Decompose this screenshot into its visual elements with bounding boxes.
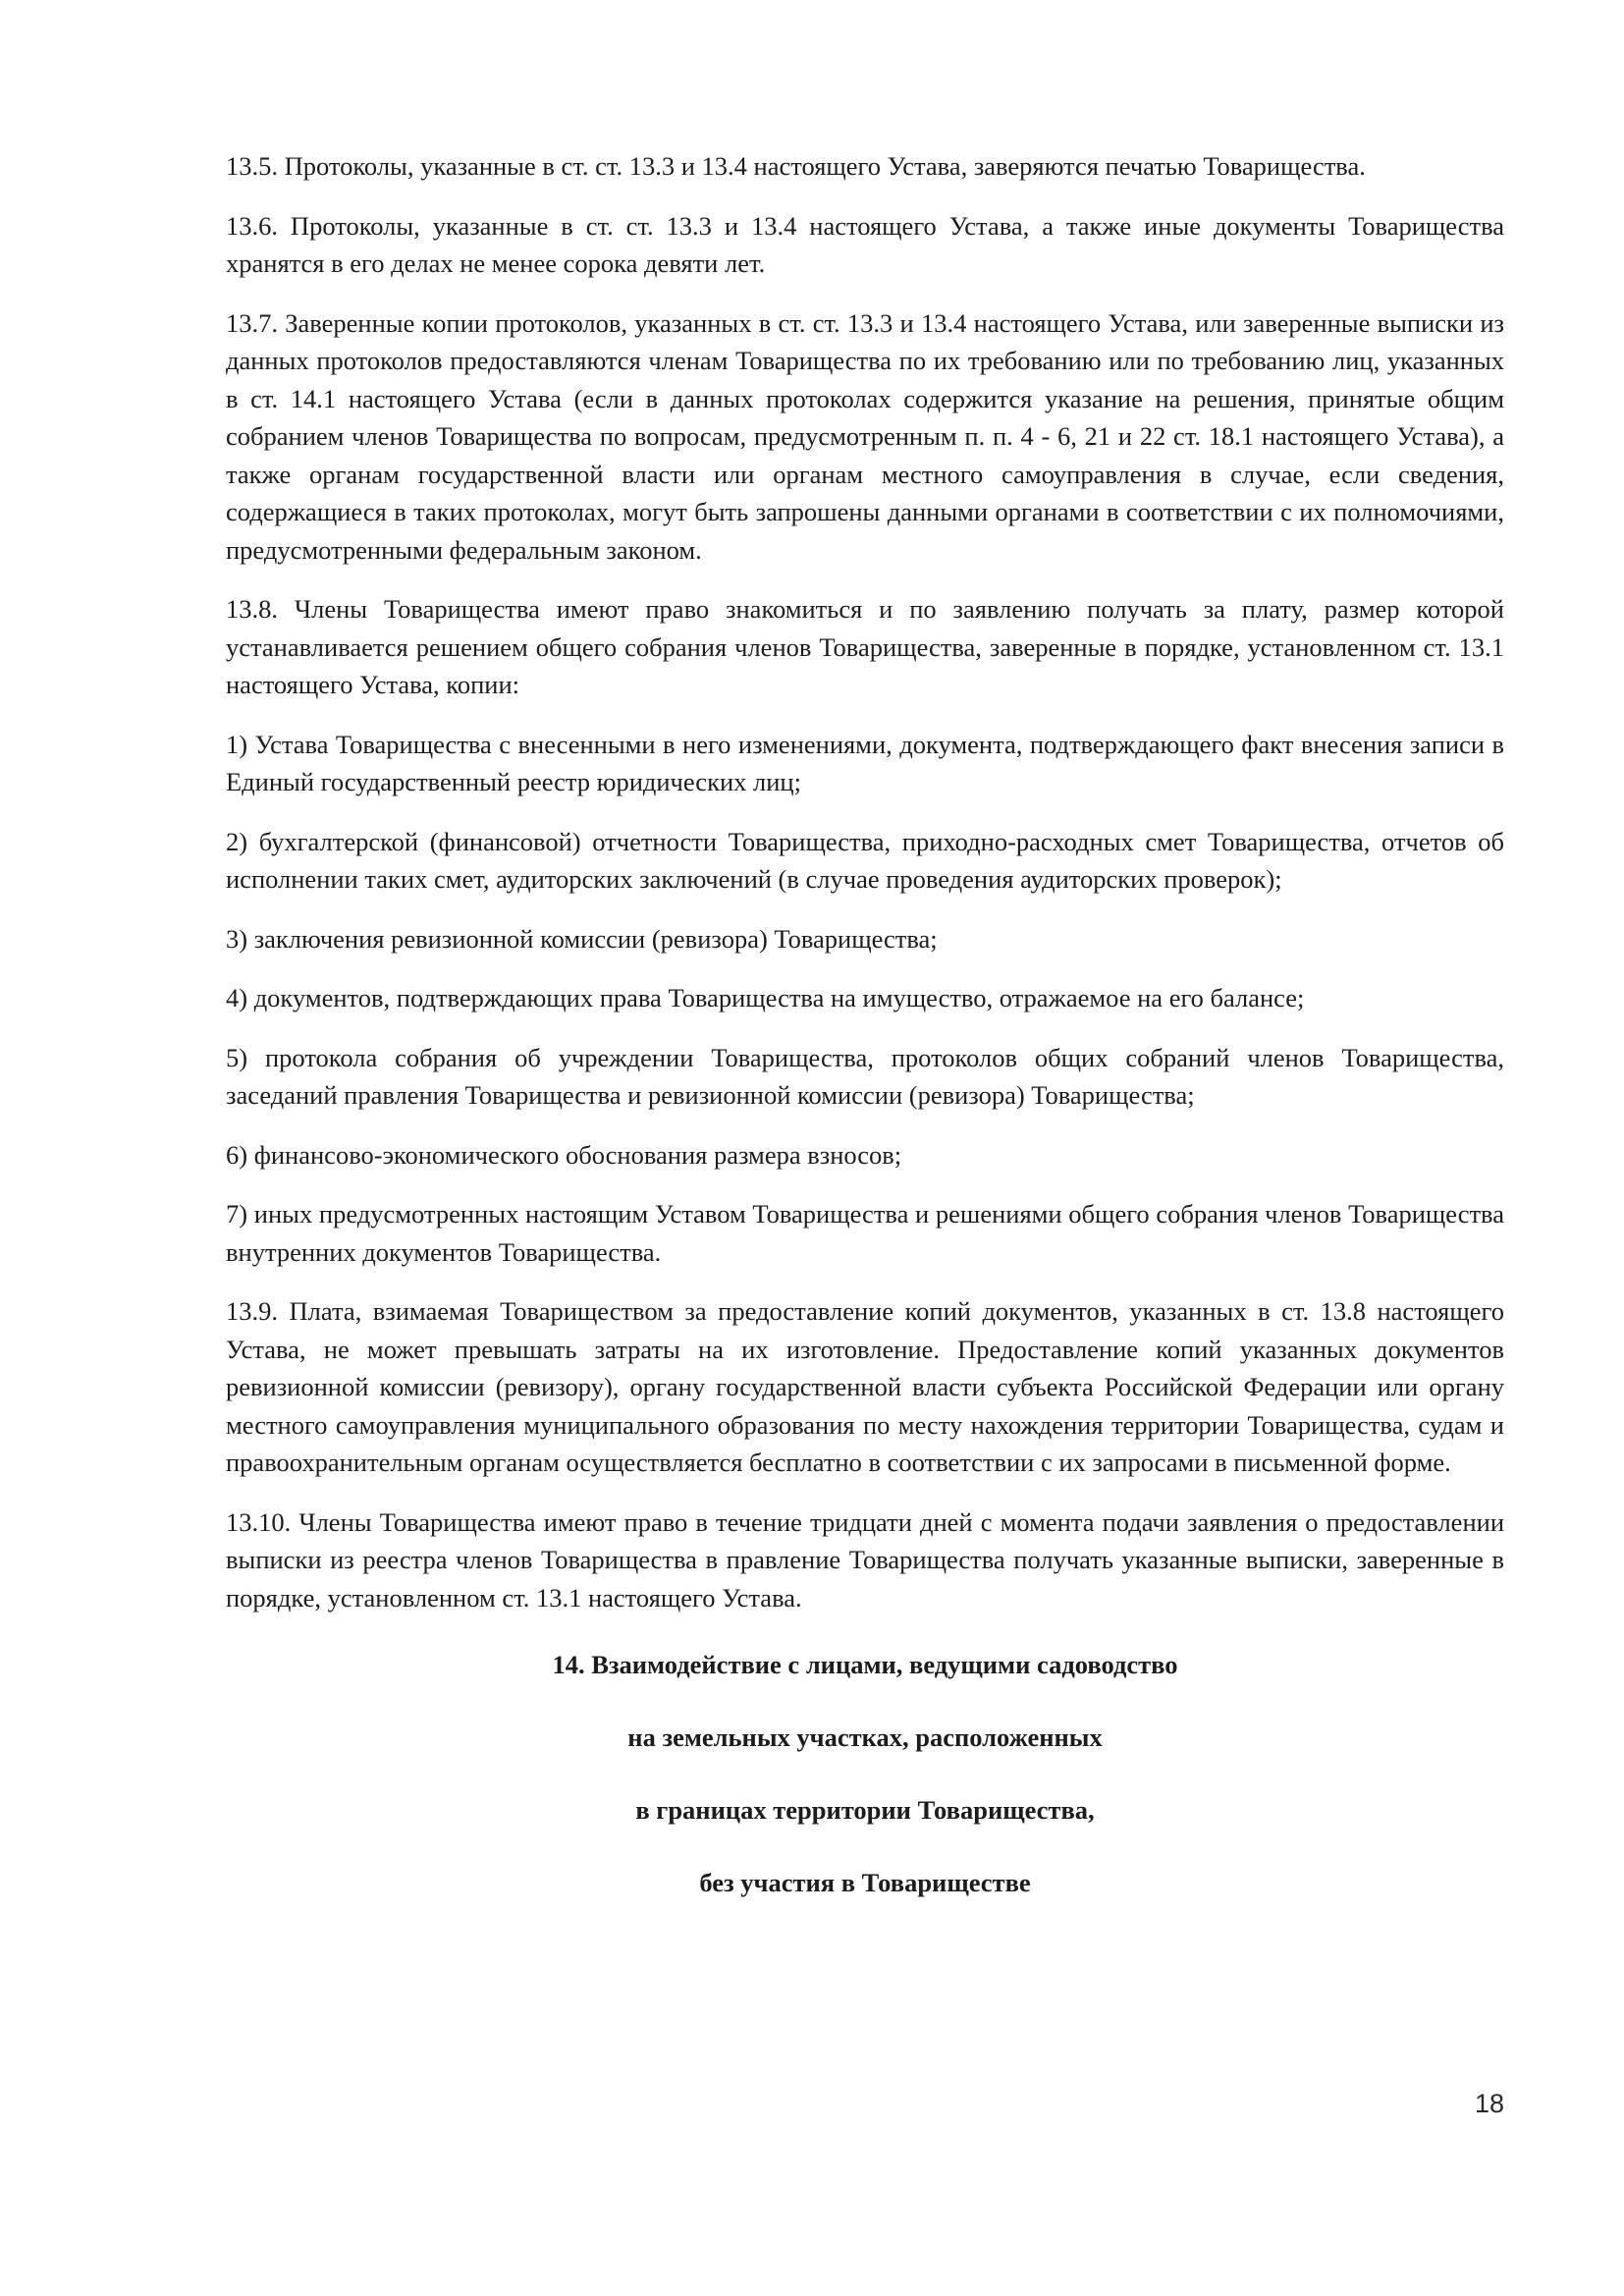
section-heading-line: на земельных участках, расположенных	[627, 1722, 1103, 1752]
document-page	[226, 147, 1504, 1937]
list-item-1: 1) Устава Товарищества с внесенными в него изменениями, документа, подтверждающего факт внесения записи в Единый государственный реестр юридических лиц;	[226, 729, 1504, 796]
list-item-6: 6) финансово-экономического обоснования размера взносов;	[226, 1139, 902, 1170]
paragraph-13-5: 13.5. Протоколы, указанные в ст. ст. 13.3 и 13.4 настоящего Устава, заверяются печатью Товарищества.	[226, 151, 1366, 181]
section-heading-line: без участия в Товариществе	[699, 1868, 1031, 1897]
list-item-2: 2) бухгалтерской (финансовой) отчетности Товарищества, приходно-расходных смет Товарищества, отчетов об исполнении таких смет, аудиторских заключений (в случае проведения аудиторских проверок);	[226, 826, 1504, 894]
paragraph-13-10: 13.10. Члены Товарищества имеют право в течение тридцати дней с момента подачи заявления о предоставлении выписки из реестра членов Товарищества в правление Товарищества получать указанные выписки, заверенные в порядке, установленном ст. 13.1 настоящего Устава.	[226, 1506, 1504, 1613]
list-item-5: 5) протокола собрания об учреждении Товарищества, протоколов общих собраний членов Товарищества, заседаний правления Товарищества и ревизионной комиссии (ревизора) Товарищества;	[226, 1042, 1504, 1110]
paragraph-13-6: 13.6. Протоколы, указанные в ст. ст. 13.3 и 13.4 настоящего Устава, а также иные документы Товарищества хранятся в его делах не менее сорока девяти лет.	[226, 210, 1504, 278]
section-heading-14	[226, 1646, 1504, 1901]
paragraph-13-9: 13.9. Плата, взимаемая Товариществом за предоставление копий документов, указанных в ст. 13.8 настоящего Устава, не может превышать затраты на их изготовление. Предоставление копий указанных документов ревизионной комиссии (ревизору), органу государственной власти субъекта Российской Федерации или органу местного самоуправления муниципального образования по месту нахождения территории Товарищества, судам и правоохранительным органам осуществляется бесплатно в соответствии с их запросами в письменной форме.	[226, 1296, 1504, 1477]
page-number: 18	[1474, 2089, 1504, 2118]
list-item-4: 4) документов, подтверждающих права Товарищества на имущество, отражаемое на его балансе;	[226, 983, 1305, 1012]
paragraph-13-8: 13.8. Члены Товарищества имеют право знакомиться и по заявлению получать за плату, размер которой устанавливается решением общего собрания членов Товарищества, заверенные в порядке, установленном ст. 13.1 настоящего Устава, копии:	[226, 594, 1504, 699]
section-heading-line: 14. Взаимодействие с лицами, ведущими садоводство	[552, 1650, 1178, 1679]
list-item-3: 3) заключения ревизионной комиссии (ревизора) Товарищества;	[226, 923, 938, 954]
list-item-7: 7) иных предусмотренных настоящим Уставом Товарищества и решениями общего собрания членов Товарищества внутренних документов Товарищества.	[226, 1199, 1504, 1267]
section-heading-line: в границах территории Товарищества,	[635, 1795, 1095, 1825]
paragraph-13-7: 13.7. Заверенные копии протоколов, указанных в ст. ст. 13.3 и 13.4 настоящего Устава, или заверенные выписки из данных протоколов предоставляются членам Товарищества по их требованию или по требованию лиц, указанных в ст. 14.1 настоящего Устава (если в данных протоколах содержится указание на решения, принятые общим собранием членов Товарищества по вопросам, предусмотренным п. п. 4 - 6, 21 и 22 ст. 18.1 настоящего Устава), а также органам государственной власти или органам местного самоуправления в случае, если сведения, содержащиеся в таких протоколах, могут быть запрошены данными органами в соответствии с их полномочиями, предусмотренными федеральным законом.	[226, 307, 1504, 565]
